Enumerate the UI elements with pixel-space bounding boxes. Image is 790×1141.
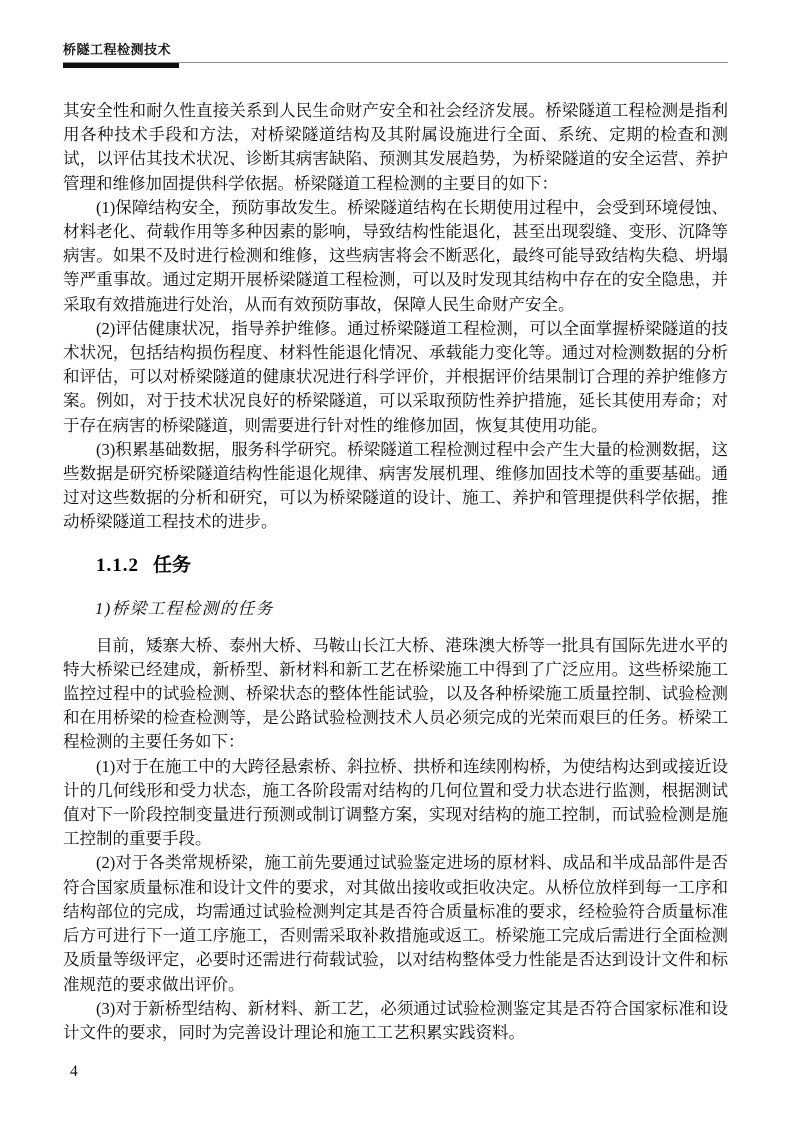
paragraph-purpose-2: (2)评估健康状况，指导养护维修。通过桥梁隧道工程检测，可以全面掌握桥梁隧道的技术状况，包括结构损伤程度、材料性能退化情况、承载能力变化等。通过对检测数据的分析和评估，可以对桥梁隧道的健康状况进行科学评价，并根据评价结果制订合理的养护维修方案。例如，对于技术状况良好的桥梁隧道，可以采取预防性养护措施，延长其使用寿命；对于存在病害的桥梁隧道，则需要进行针对性的维修加固，恢复其使用功能。 [63, 318, 728, 435]
paragraph-task-2: (2)对于各类常规桥梁，施工前先要通过试验鉴定进场的原材料、成品和半成品部件是否符合国家质量标准和设计文件的要求，对其做出接收或拒收决定。从桥位放样到每一工序和结构部位的完成，均需通过试验检测判定其是否符合质量标准的要求，经检验符合质量标准后方可进行下一道工序施工，否则需采取补救措施或返工。桥梁施工完成后需进行全面检测及质量等级评定，必要时还需进行荷载试验，以对结构整体受力性能是否达到设计文件和标准规范的要求做出评价。 [63, 853, 728, 994]
paragraph-tasks-intro: 目前，矮寨大桥、泰州大桥、马鞍山长江大桥、港珠澳大桥等一批具有国际先进水平的特大桥梁已经建成，新桥型、新材料和新工艺在桥梁施工中得到了广泛应用。这些桥梁施工监控过程中的试验检测、桥梁状态的整体性能试验，以及各种桥梁施工质量控制、试验检测和在用桥梁的检查检测等，是公路试验检测技术人员必须完成的光荣而艰巨的任务。桥梁工程检测的主要任务如下： [63, 635, 728, 752]
header-rule [63, 62, 728, 71]
page-number: 4 [70, 1063, 78, 1080]
subsection-heading: 1)桥梁工程检测的任务 [95, 598, 274, 618]
section-heading [96, 553, 728, 578]
page-body [63, 99, 728, 1045]
paragraph-purpose-1: (1)保障结构安全，预防事故发生。桥梁隧道结构在长期使用过程中，会受到环境侵蚀、材料老化、荷载作用等多种因素的影响，导致结构性能退化，甚至出现裂缝、变形、沉降等病害。如果不及时进行检测和维修，这些病害将会不断恶化，最终可能导致结构失稳、坍塌等严重事故。通过定期开展桥梁隧道工程检测，可以及时发现其结构中存在的安全隐患，并采取有效措施进行处治，从而有效预防事故，保障人民生命财产安全。 [63, 197, 728, 314]
page-header [63, 42, 728, 71]
header-thick-bar [63, 63, 179, 68]
paragraph-task-3: (3)对于新桥型结构、新材料、新工艺，必须通过试验检测鉴定其是否符合国家标准和设计文件的要求，同时为完善设计理论和施工工艺积累实践资料。 [63, 998, 728, 1042]
section-number: 1.1.2 [96, 554, 139, 576]
paragraph-intro-continuation: 其安全性和耐久性直接关系到人民生命财产安全和社会经济发展。桥梁隧道工程检测是指利用各种技术手段和方法，对桥梁隧道结构及其附属设施进行全面、系统、定期的检查和测试，以评估其技术状况、诊断其病害缺陷、预测其发展趋势，为桥梁隧道的安全运营、养护管理和维修加固提供科学依据。桥梁隧道工程检测的主要目的如下： [63, 101, 728, 193]
paragraph-purpose-3: (3)积累基础数据，服务科学研究。桥梁隧道工程检测过程中会产生大量的检测数据，这些数据是研究桥梁隧道结构性能退化规律、病害发展机理、维修加固技术等的重要基础。通过对这些数据的分析和研究，可以为桥梁隧道的设计、施工、养护和管理提供科学依据，推动桥梁隧道工程技术的进步。 [63, 439, 728, 532]
paragraph-task-1: (1)对于在施工中的大跨径悬索桥、斜拉桥、拱桥和连续刚构桥，为使结构达到或接近设计的几何线形和受力状态，施工各阶段需对结构的几何位置和受力状态进行监测，根据测试值对下一阶段控制变量进行预测或制订调整方案，实现对结构的施工控制，而试验检测是施工控制的重要手段。 [63, 756, 728, 849]
section-title: 任务 [153, 554, 192, 576]
running-head-title: 桥隧工程检测技术 [63, 42, 172, 57]
page-content [63, 42, 728, 1045]
